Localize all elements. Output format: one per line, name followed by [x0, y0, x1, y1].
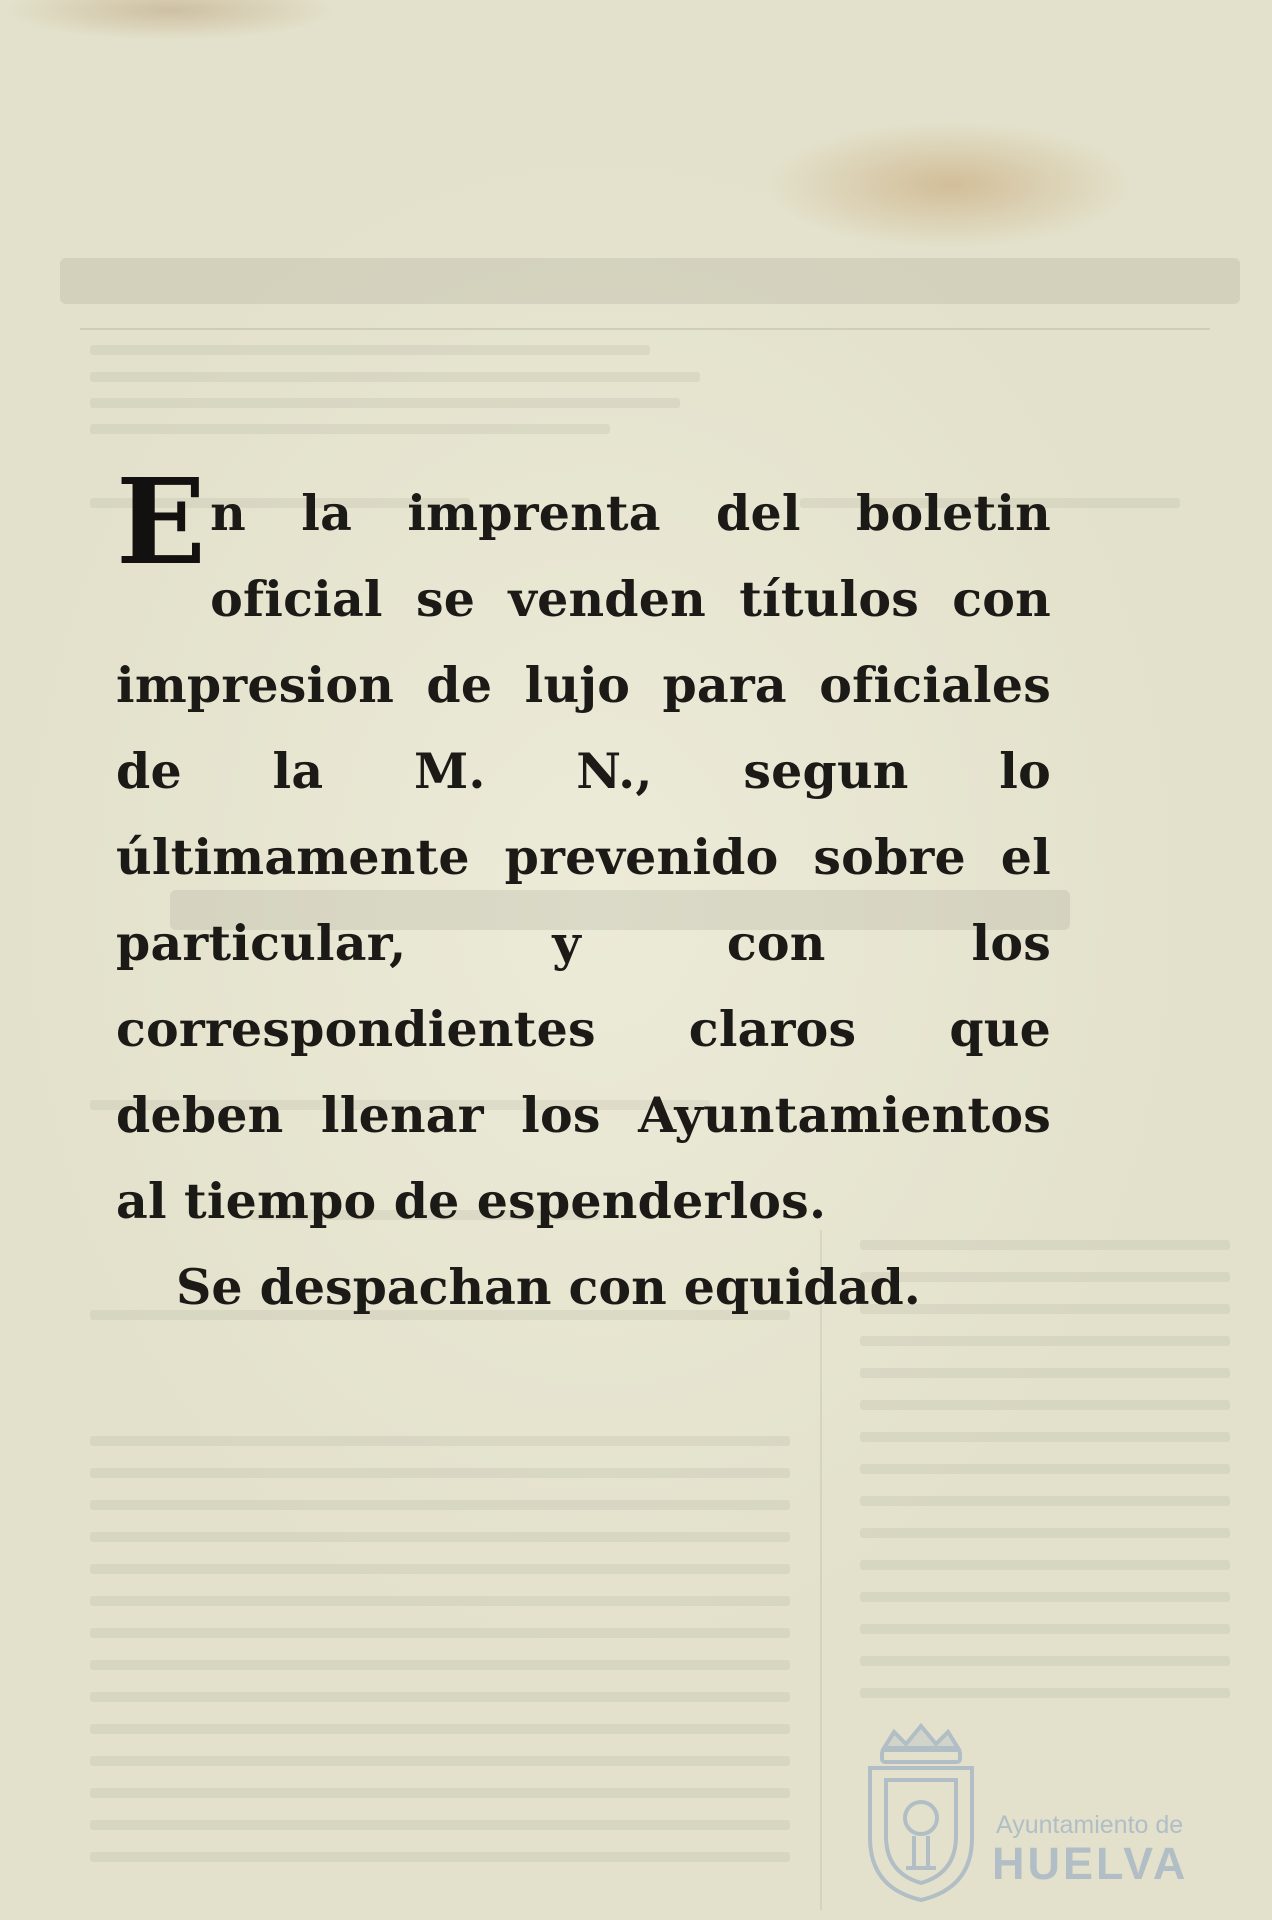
notice-text [116, 452, 1051, 1330]
watermark-logo [856, 1718, 1196, 1908]
watermark-line1: Ayuntamiento de [996, 1811, 1184, 1839]
closing-line: Se despachan con equidad. [176, 1258, 921, 1316]
drop-cap: E [116, 452, 207, 591]
coat-of-arms-icon [856, 1718, 986, 1908]
notice-paragraph [116, 452, 1051, 1244]
watermark-line2: HUELVA [992, 1838, 1189, 1889]
notice-paragraph-text: n la imprenta del boletin oficial se venden títulos con impresion de lujo para oficiales de la M. N., segun lo últimamente prevenido sobre el particular, y con los correspondientes claros que deben llenar los Ayuntamientos al tiempo de espenderlos. [116, 484, 1051, 1230]
